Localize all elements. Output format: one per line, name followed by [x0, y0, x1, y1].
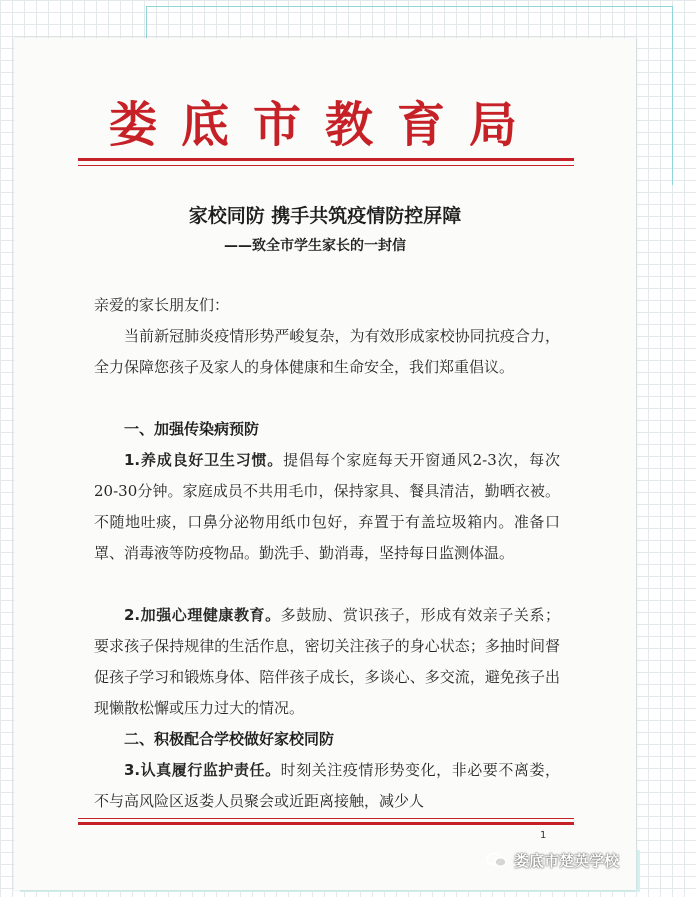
section1-item-2 — [94, 600, 560, 724]
greeting: 亲爱的家长朋友们： — [94, 296, 230, 314]
document-subtitle: ——致全市学生家长的一封信 — [224, 238, 406, 254]
item-2-text: 多鼓励、赏识孩子，形成有效亲子关系；要求孩子保持规律的生活作息，密切关注孩子的身心状态；多抽时间督促孩子学习和锻炼身体、陪伴孩子成长，多谈心、多交流，避免孩子出现懒散松懈或压力过大的情况。 — [94, 606, 560, 717]
item-1-text: 提倡每个家庭每天开窗通风2-3次，每次20-30分钟。家庭成员不共用毛巾，保持家具、餐具清洁，勤晒衣被。不随地吐痰，口鼻分泌物用纸巾包好，弃置于有盖垃圾箱内。准备口罩、消毒液等防疫物品。勤洗手、勤消毒，坚持每日监测体温。 — [94, 451, 560, 562]
watermark — [486, 850, 619, 870]
watermark-text: 娄底市楚英学校 — [514, 851, 620, 870]
letterhead-title: 娄底市教育局 — [108, 97, 541, 153]
letterhead-rule-thick — [78, 158, 574, 161]
section1-item-1 — [94, 445, 560, 569]
intro-paragraph: 当前新冠肺炎疫情形势严峻复杂，为有效形成家校协同抗疫合力，全力保障您孩子及家人的身体健康和生命安全，我们郑重倡议。 — [94, 327, 560, 376]
item-3-text: 时刻关注疫情形势变化，非必要不离娄，不与高风险区返娄人员聚会或近距离接触，减少人 — [94, 761, 560, 810]
wechat-icon — [486, 852, 508, 868]
document-page — [14, 38, 636, 890]
document-title: 家校同防 携手共筑疫情防控屏障 — [188, 205, 462, 227]
section2-item-3 — [94, 755, 560, 817]
item-1-lead: 1.养成良好卫生习惯。 — [124, 451, 284, 469]
section-heading-1: 一、加强传染病预防 — [124, 420, 260, 438]
page-number: 1 — [540, 830, 547, 841]
footer-rule-thin — [78, 818, 574, 819]
item-2-lead: 2.加强心理健康教育。 — [124, 606, 281, 624]
item-3-lead: 3.认真履行监护责任。 — [124, 761, 281, 779]
section-heading-2: 二、积极配合学校做好家校同防 — [124, 730, 335, 748]
letterhead-rule-thin — [78, 165, 574, 166]
footer-rule-thick — [78, 822, 574, 825]
